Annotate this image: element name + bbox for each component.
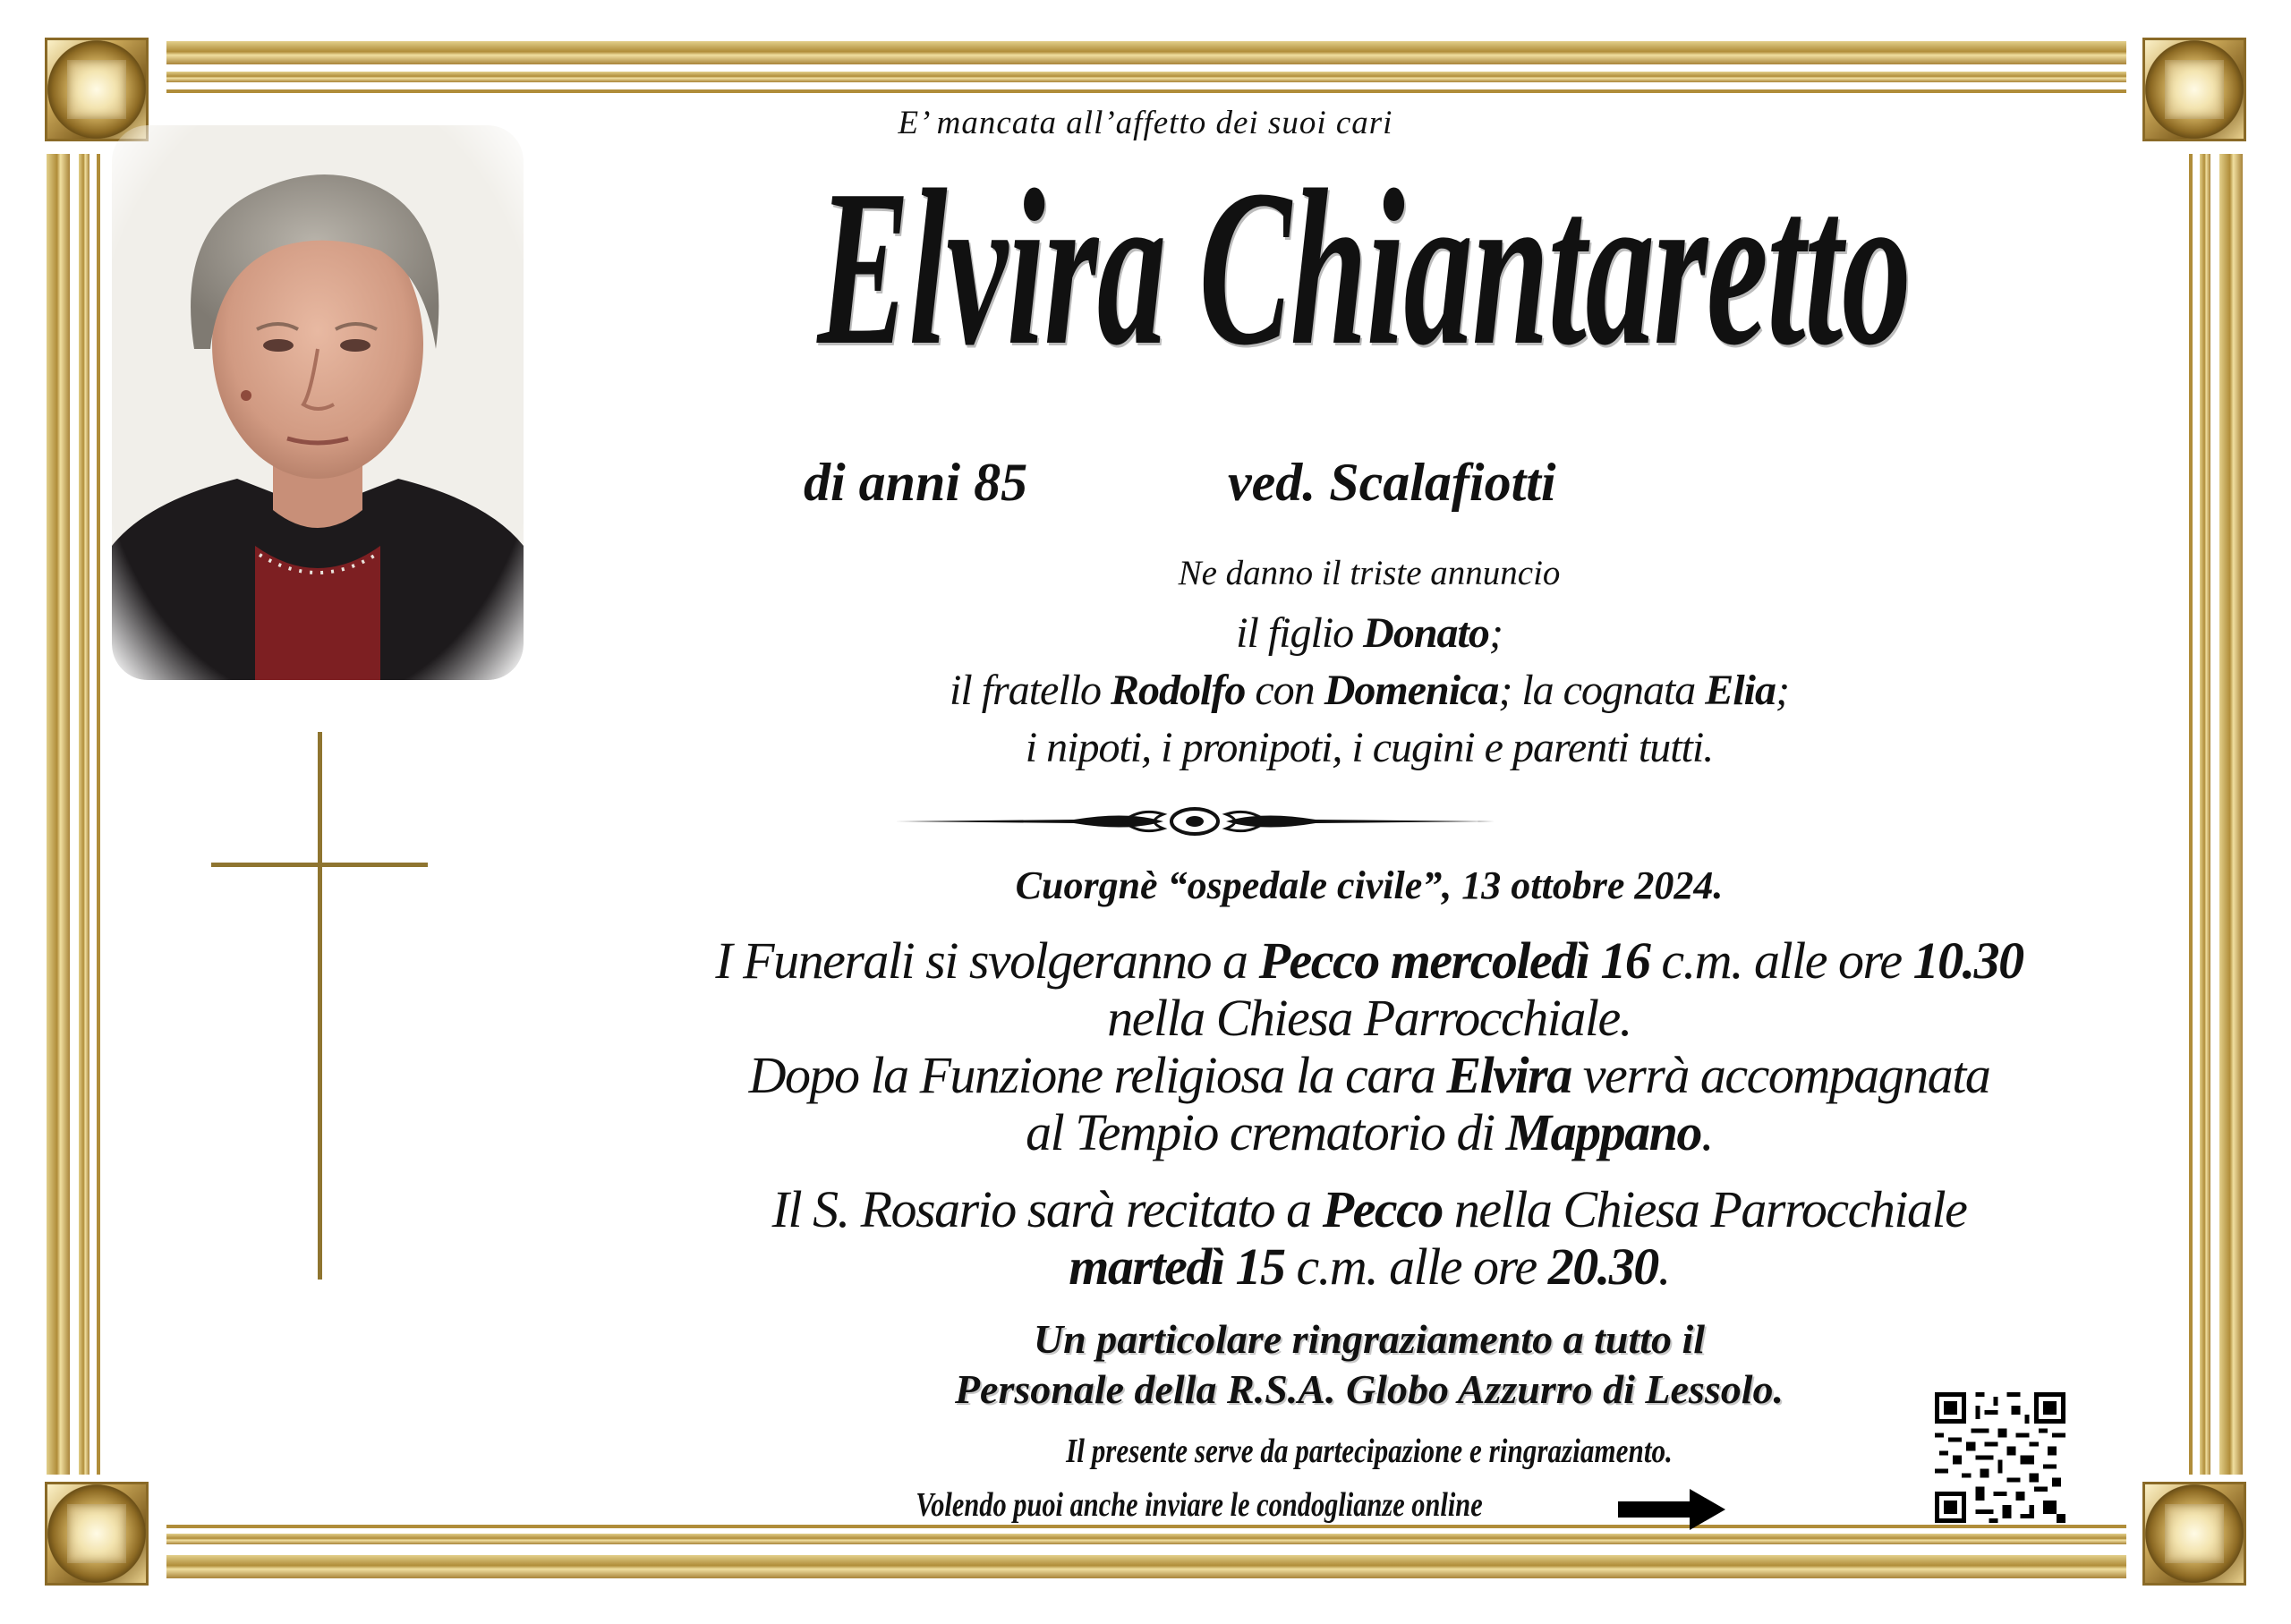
frame-left-line: [97, 154, 100, 1475]
portrait-illustration: [112, 125, 524, 680]
frame-left-bar-outer: [47, 154, 70, 1475]
frame-top-line: [166, 89, 2126, 93]
ornament-divider: [895, 802, 1495, 841]
funeral-line-1: I Funerali si svolgeranno a Pecco mercoledì 16 c.m. alle ore 10.30: [715, 931, 2023, 990]
online-condolences-text: Volendo puoi anche inviare le condoglianze online: [916, 1486, 1483, 1524]
frame-top-bar-inner: [166, 72, 2126, 82]
widow-label: ved. Scalafiotti: [1228, 453, 1556, 512]
thanks-line-2: Personale della R.S.A. Globo Azzurro di Lessolo.: [954, 1366, 1784, 1412]
frame-bottom-bar-outer: [166, 1555, 2126, 1578]
funeral-line-2: nella Chiesa Parrocchiale.: [1107, 989, 1631, 1047]
announce-line: Ne danno il triste annuncio: [1178, 554, 1561, 592]
arrow-right-icon: [1618, 1487, 1725, 1532]
age-label: di anni 85: [804, 453, 1028, 512]
frame-bottom-line: [166, 1525, 2126, 1528]
deceased-name: Elvira Chiantaretto: [817, 144, 1911, 392]
family-line-3: i nipoti, i pronipoti, i cugini e parenti tutti.: [1025, 724, 1714, 771]
intro-line: E’ mancata all’affetto dei suoi cari: [898, 105, 1393, 141]
family-line-1: il figlio Donato;: [1236, 609, 1503, 657]
frame-corner-bottom-right: [2142, 1482, 2246, 1586]
funeral-line-4: al Tempio crematorio di Mappano.: [1026, 1103, 1713, 1161]
frame-bottom-bar-inner: [166, 1534, 2126, 1544]
place-date: Cuorgnè “ospedale civile”, 13 ottobre 2024.: [1015, 863, 1724, 907]
frame-top-bar-outer: [166, 41, 2126, 64]
frame-left-bar-inner: [79, 154, 89, 1475]
thanks-line-1: Un particolare ringraziamento a tutto il: [1033, 1316, 1706, 1362]
notice-line: Il presente serve da partecipazione e ringraziamento.: [1066, 1433, 1673, 1470]
funeral-line-3: Dopo la Funzione religiosa la cara Elvira verrà accompagnata: [748, 1046, 1990, 1104]
portrait-photo: [112, 125, 524, 680]
qr-code[interactable]: [1935, 1392, 2065, 1523]
rosary-line-2: martedì 15 c.m. alle ore 20.30.: [1069, 1237, 1670, 1296]
family-line-2: il fratello Rodolfo con Domenica; la cognata Elia;: [950, 667, 1789, 714]
frame-corner-bottom-left: [45, 1482, 149, 1586]
rosary-line-1: Il S. Rosario sarà recitato a Pecco nella Chiesa Parrocchiale: [771, 1180, 1967, 1238]
